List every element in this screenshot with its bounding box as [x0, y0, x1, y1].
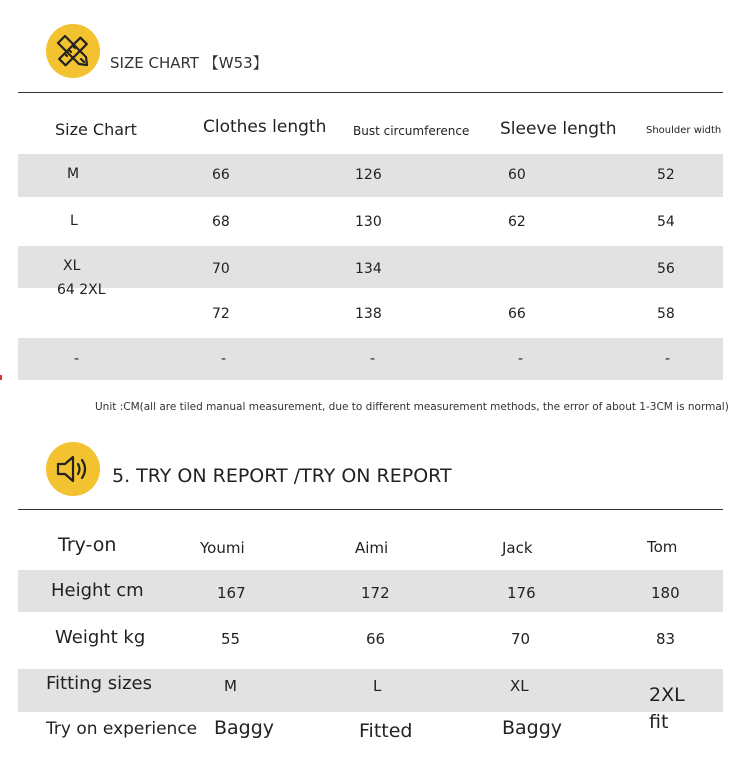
bust-cell: 138: [355, 306, 382, 322]
weight-value: 66: [366, 630, 386, 648]
size-cell: -: [74, 351, 80, 367]
height-value: 180: [651, 584, 680, 602]
shoulder-cell: 56: [657, 261, 675, 277]
header-size-chart: Size Chart: [55, 120, 137, 139]
experience-value: Baggy: [214, 717, 275, 739]
shoulder-cell: 58: [657, 306, 675, 322]
pencil-ruler-icon: [46, 24, 100, 78]
shoulder-cell: -: [665, 351, 671, 367]
experience-value: fit: [649, 711, 669, 733]
bust-cell: -: [370, 351, 376, 367]
sleeve-cell: 60: [508, 167, 526, 183]
size-chart-title: SIZE CHART 【W53】: [110, 54, 268, 72]
fitting-size-value: 2XL: [649, 684, 685, 706]
header-shoulder-width: Shoulder width: [646, 125, 722, 136]
sleeve-cell: -: [518, 351, 524, 367]
height-value: 176: [507, 584, 536, 602]
height-value: 167: [217, 584, 246, 602]
sleeve-cell: 66: [508, 306, 526, 322]
bust-cell: 126: [355, 167, 382, 183]
person-name: Jack: [502, 539, 533, 557]
clothes-length-cell: 70: [212, 261, 230, 277]
row-label-weight: Weight kg: [55, 627, 146, 648]
unit-note: Unit :CM(all are tiled manual measurement, due to different measurement methods, the error of about 1-3CM is normal): [95, 401, 729, 413]
experience-value: Baggy: [502, 717, 563, 739]
fitting-size-value: L: [373, 677, 382, 695]
row-label-try-on-experience: Try on experience: [46, 719, 198, 739]
try-on-report-title: 5. TRY ON REPORT /TRY ON REPORT: [112, 465, 452, 487]
clothes-length-cell: -: [221, 351, 227, 367]
clothes-length-cell: 68: [212, 214, 230, 230]
speaker-icon: [46, 442, 100, 496]
sleeve-cell: 62: [508, 214, 526, 230]
section2-rule: [18, 509, 723, 510]
clothes-length-cell: 72: [212, 306, 230, 322]
header-bust-circumference: Bust circumference: [353, 124, 470, 138]
shoulder-cell: 52: [657, 167, 675, 183]
person-name: Tom: [647, 538, 678, 556]
size-cell: XL: [63, 258, 81, 274]
weight-value: 55: [221, 630, 241, 648]
experience-value: Fitted: [359, 720, 413, 742]
clothes-length-cell: 66: [212, 167, 230, 183]
row-label-height: Height cm: [51, 580, 144, 601]
fitting-size-value: M: [224, 677, 237, 695]
bust-cell: 134: [355, 261, 382, 277]
bust-cell: 130: [355, 214, 382, 230]
edge-mark: [0, 375, 2, 380]
weight-value: 70: [511, 630, 531, 648]
size-cell: M: [67, 166, 80, 182]
shoulder-cell: 54: [657, 214, 675, 230]
height-value: 172: [361, 584, 390, 602]
header-try-on: Try-on: [58, 534, 117, 556]
fitting-size-value: XL: [510, 677, 529, 695]
header-clothes-length: Clothes length: [203, 117, 327, 137]
section1-rule: [18, 92, 723, 93]
person-name: Youmi: [200, 539, 245, 557]
size-cell: 64 2XL: [57, 282, 106, 298]
weight-value: 83: [656, 630, 676, 648]
person-name: Aimi: [355, 539, 389, 557]
row-label-fitting-sizes: Fitting sizes: [46, 673, 152, 694]
size-cell: L: [70, 213, 78, 229]
header-sleeve-length: Sleeve length: [500, 119, 617, 139]
